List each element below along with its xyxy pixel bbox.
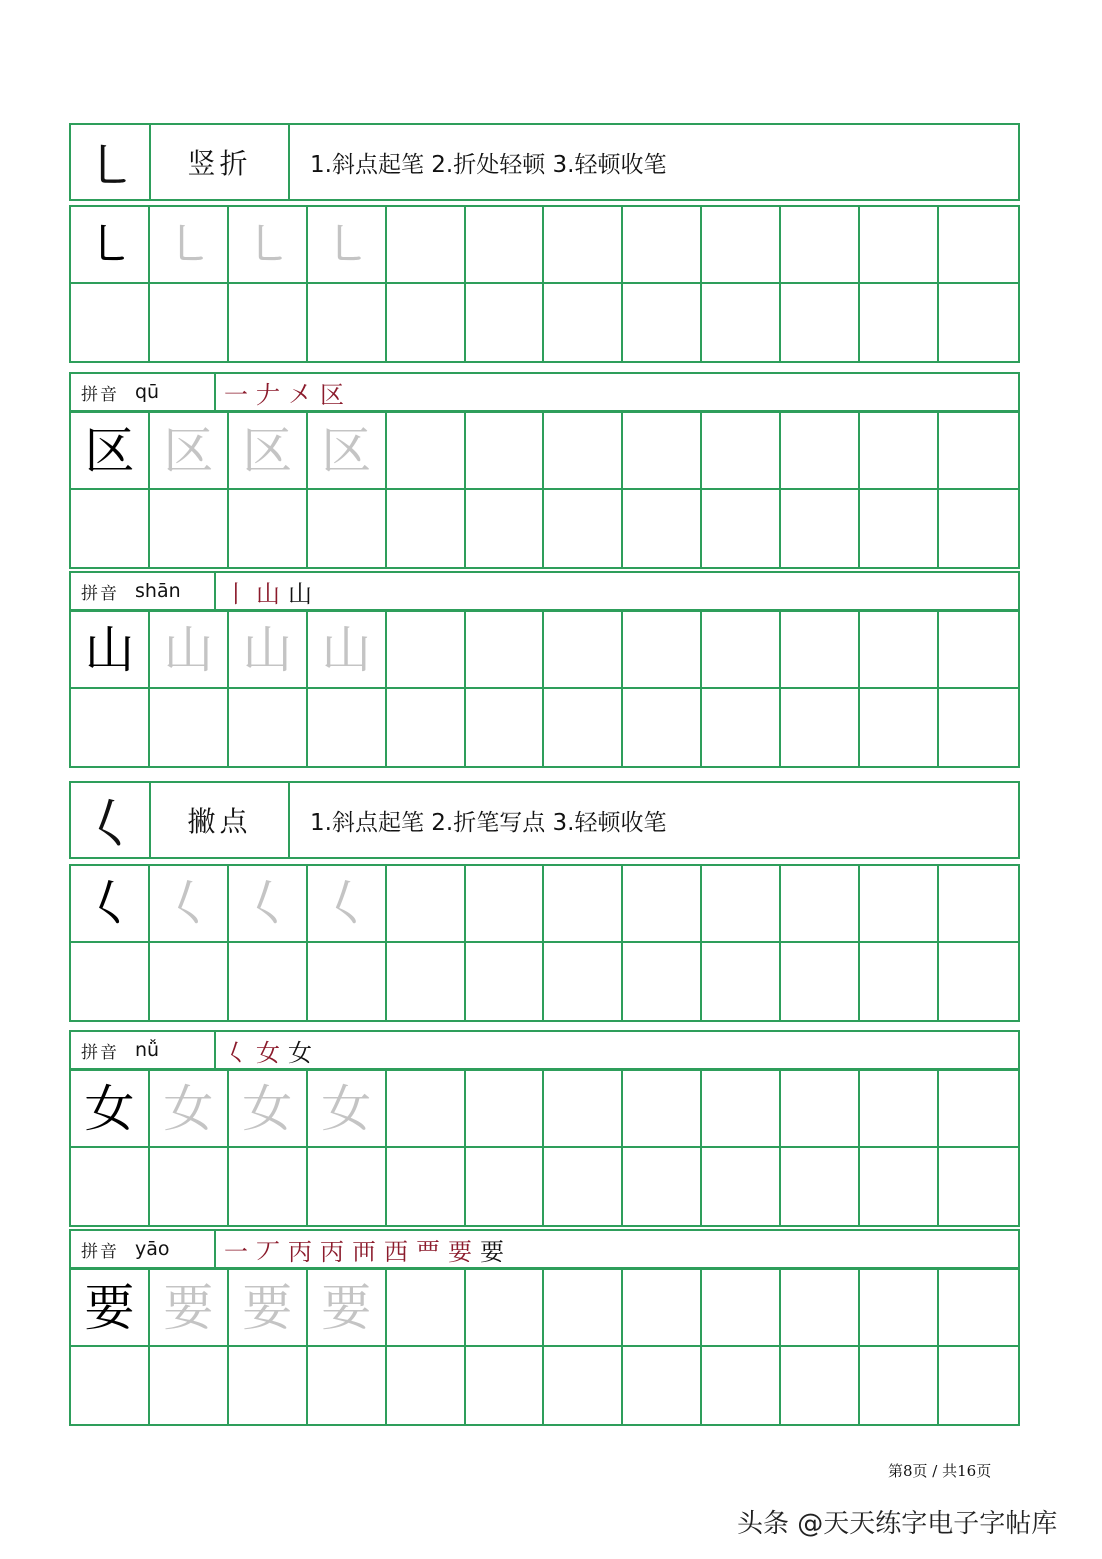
trace-char: 𡿨	[308, 866, 387, 943]
empty-box[interactable]	[71, 1347, 150, 1424]
empty-box[interactable]	[860, 1071, 939, 1148]
empty-box[interactable]	[150, 284, 229, 361]
empty-box[interactable]	[939, 689, 1018, 766]
trace-char: ㇄	[308, 207, 387, 284]
empty-box[interactable]	[466, 1071, 545, 1148]
empty-box[interactable]	[150, 1148, 229, 1225]
empty-box[interactable]	[939, 207, 1018, 284]
trace-char: 山	[229, 612, 308, 689]
empty-box[interactable]	[466, 689, 545, 766]
empty-box[interactable]	[702, 1148, 781, 1225]
empty-box[interactable]	[939, 284, 1018, 361]
empty-box[interactable]	[229, 490, 308, 567]
trace-char: ㇄	[150, 207, 229, 284]
empty-box[interactable]	[466, 612, 545, 689]
empty-box[interactable]	[860, 284, 939, 361]
empty-box[interactable]	[623, 612, 702, 689]
trace-char: 女	[150, 1071, 229, 1148]
empty-box[interactable]	[466, 1270, 545, 1347]
empty-box[interactable]	[623, 490, 702, 567]
watermark: 头条 @天天练字电子字帖库	[737, 1509, 1058, 1539]
empty-box[interactable]	[623, 284, 702, 361]
empty-box[interactable]	[229, 943, 308, 1020]
empty-box[interactable]	[623, 1270, 702, 1347]
pinyin-label: 拼音	[81, 583, 119, 604]
trace-char: 要	[308, 1270, 387, 1347]
empty-box[interactable]	[623, 1148, 702, 1225]
empty-box[interactable]	[939, 1148, 1018, 1225]
pinyin-label: 拼音	[81, 1241, 119, 1262]
stroke-step: 要	[448, 1237, 472, 1266]
empty-box[interactable]	[466, 1347, 545, 1424]
trace-char: 区	[229, 413, 308, 490]
empty-box[interactable]	[387, 490, 466, 567]
empty-box[interactable]	[544, 413, 623, 490]
empty-box[interactable]	[466, 284, 545, 361]
stroke-step: 㐅	[288, 380, 312, 409]
empty-box[interactable]	[466, 943, 545, 1020]
empty-box[interactable]	[229, 1347, 308, 1424]
stroke-order	[216, 1032, 314, 1068]
empty-box[interactable]	[702, 284, 781, 361]
pinyin-label: 拼音	[81, 384, 119, 405]
empty-box[interactable]	[308, 490, 387, 567]
empty-box[interactable]	[702, 943, 781, 1020]
pinyin-text: yāo	[135, 1238, 170, 1260]
empty-box[interactable]	[702, 1270, 781, 1347]
empty-box[interactable]	[939, 490, 1018, 567]
pinyin-row-shan	[69, 571, 1020, 611]
empty-box[interactable]	[308, 689, 387, 766]
pinyin-text: shān	[135, 580, 181, 602]
stroke-steps: 1.斜点起笔 2.折处轻顿 3.轻顿收笔	[310, 151, 667, 178]
empty-box[interactable]	[702, 689, 781, 766]
empty-box[interactable]	[387, 207, 466, 284]
empty-box[interactable]	[387, 1148, 466, 1225]
trace-char: 𡿨	[150, 866, 229, 943]
empty-box[interactable]	[71, 1148, 150, 1225]
empty-box[interactable]	[781, 1148, 860, 1225]
empty-box[interactable]	[623, 207, 702, 284]
stroke-step: 女	[256, 1038, 280, 1067]
empty-box[interactable]	[623, 1347, 702, 1424]
stroke-name: 竖折	[151, 125, 290, 199]
empty-box[interactable]	[544, 1270, 623, 1347]
empty-box[interactable]	[229, 689, 308, 766]
empty-box[interactable]	[544, 207, 623, 284]
empty-box[interactable]	[387, 1071, 466, 1148]
empty-box[interactable]	[71, 284, 150, 361]
empty-box[interactable]	[702, 413, 781, 490]
empty-box[interactable]	[71, 490, 150, 567]
empty-box[interactable]	[702, 1071, 781, 1148]
empty-box[interactable]	[150, 689, 229, 766]
empty-box[interactable]	[466, 866, 545, 943]
stroke-name: 撇点	[151, 783, 290, 857]
model-char: 要	[71, 1270, 150, 1347]
empty-box[interactable]	[544, 1347, 623, 1424]
model-char: 区	[71, 413, 150, 490]
empty-box[interactable]	[702, 612, 781, 689]
model-char: 山	[71, 612, 150, 689]
stroke-step: 女	[288, 1038, 312, 1067]
empty-box[interactable]	[860, 413, 939, 490]
empty-box[interactable]	[781, 490, 860, 567]
stroke-header-2	[69, 781, 1020, 859]
empty-box[interactable]	[387, 689, 466, 766]
empty-box[interactable]	[229, 1148, 308, 1225]
empty-box[interactable]	[781, 866, 860, 943]
empty-box[interactable]	[308, 943, 387, 1020]
pinyin-row-nu	[69, 1030, 1020, 1070]
empty-box[interactable]	[781, 413, 860, 490]
empty-box[interactable]	[781, 1071, 860, 1148]
stroke-step: 一	[224, 380, 248, 409]
empty-box[interactable]	[466, 413, 545, 490]
stroke-step: 一	[224, 1237, 248, 1266]
empty-box[interactable]	[150, 943, 229, 1020]
empty-box[interactable]	[387, 866, 466, 943]
trace-char: 𡿨	[229, 866, 308, 943]
stroke-step: 山	[256, 579, 280, 608]
empty-box[interactable]	[860, 689, 939, 766]
stroke-step: 丙	[320, 1237, 344, 1266]
empty-box[interactable]	[387, 284, 466, 361]
model-char: ㇄	[71, 207, 150, 284]
trace-char: 女	[308, 1071, 387, 1148]
empty-box[interactable]	[939, 1270, 1018, 1347]
empty-box[interactable]	[860, 207, 939, 284]
pinyin-text: nǚ	[135, 1039, 160, 1061]
practice-grid-qu	[69, 411, 1020, 569]
practice-grid-nu	[69, 1069, 1020, 1227]
empty-box[interactable]	[544, 1148, 623, 1225]
page-number: 第8页 / 共16页	[888, 1462, 992, 1480]
empty-box[interactable]	[860, 490, 939, 567]
trace-char: 区	[308, 413, 387, 490]
pinyin-row-qu	[69, 372, 1020, 412]
empty-box[interactable]	[860, 1347, 939, 1424]
empty-box[interactable]	[781, 1270, 860, 1347]
stroke-step: 区	[320, 380, 344, 409]
empty-box[interactable]	[387, 1270, 466, 1347]
empty-box[interactable]	[939, 866, 1018, 943]
empty-box[interactable]	[544, 490, 623, 567]
empty-box[interactable]	[702, 490, 781, 567]
practice-grid-stroke-1	[69, 205, 1020, 363]
empty-box[interactable]	[623, 689, 702, 766]
empty-box[interactable]	[939, 1347, 1018, 1424]
stroke-header-1	[69, 123, 1020, 201]
empty-box[interactable]	[702, 207, 781, 284]
empty-box[interactable]	[229, 284, 308, 361]
stroke-step: 丨	[224, 579, 248, 608]
empty-box[interactable]	[71, 943, 150, 1020]
empty-box[interactable]	[544, 612, 623, 689]
empty-box[interactable]	[544, 284, 623, 361]
empty-box[interactable]	[71, 689, 150, 766]
empty-box[interactable]	[939, 1071, 1018, 1148]
empty-box[interactable]	[939, 612, 1018, 689]
empty-box[interactable]	[466, 490, 545, 567]
empty-box[interactable]	[860, 612, 939, 689]
empty-box[interactable]	[466, 207, 545, 284]
empty-box[interactable]	[623, 943, 702, 1020]
stroke-step: 丙	[288, 1237, 312, 1266]
empty-box[interactable]	[702, 1347, 781, 1424]
empty-box[interactable]	[781, 943, 860, 1020]
trace-char: 要	[229, 1270, 308, 1347]
trace-char: 山	[150, 612, 229, 689]
stroke-step: 西	[384, 1237, 408, 1266]
practice-grid-stroke-2	[69, 864, 1020, 1022]
empty-box[interactable]	[544, 866, 623, 943]
empty-box[interactable]	[387, 612, 466, 689]
stroke-order	[216, 374, 346, 410]
stroke-step: 𠂇	[256, 380, 280, 409]
pinyin-row-yao	[69, 1229, 1020, 1269]
model-char: 女	[71, 1071, 150, 1148]
model-char: 𡿨	[71, 866, 150, 943]
empty-box[interactable]	[544, 689, 623, 766]
stroke-step: 𡿨	[224, 1038, 248, 1067]
empty-box[interactable]	[623, 866, 702, 943]
practice-grid-shan	[69, 610, 1020, 768]
trace-char: 区	[150, 413, 229, 490]
trace-char: 女	[229, 1071, 308, 1148]
stroke-step: 襾	[352, 1237, 376, 1266]
empty-box[interactable]	[860, 943, 939, 1020]
pinyin-text: qū	[135, 381, 160, 403]
empty-box[interactable]	[308, 1347, 387, 1424]
stroke-step: 覀	[416, 1237, 440, 1266]
empty-box[interactable]	[387, 413, 466, 490]
empty-box[interactable]	[702, 866, 781, 943]
empty-box[interactable]	[466, 1148, 545, 1225]
empty-box[interactable]	[781, 612, 860, 689]
trace-char: 山	[308, 612, 387, 689]
empty-box[interactable]	[308, 1148, 387, 1225]
trace-char: 要	[150, 1270, 229, 1347]
empty-box[interactable]	[544, 943, 623, 1020]
empty-box[interactable]	[308, 284, 387, 361]
empty-box[interactable]	[860, 1270, 939, 1347]
empty-box[interactable]	[939, 413, 1018, 490]
empty-box[interactable]	[623, 1071, 702, 1148]
stroke-step: 山	[288, 579, 312, 608]
empty-box[interactable]	[623, 413, 702, 490]
empty-box[interactable]	[860, 866, 939, 943]
empty-box[interactable]	[781, 207, 860, 284]
stroke-glyph: 𡿨	[71, 783, 151, 857]
empty-box[interactable]	[387, 943, 466, 1020]
stroke-order	[216, 1231, 506, 1267]
empty-box[interactable]	[781, 284, 860, 361]
trace-char: ㇄	[229, 207, 308, 284]
empty-box[interactable]	[150, 490, 229, 567]
stroke-glyph: ㇄	[71, 125, 151, 199]
stroke-order	[216, 573, 314, 609]
stroke-steps: 1.斜点起笔 2.折笔写点 3.轻顿收笔	[310, 809, 667, 836]
empty-box[interactable]	[939, 943, 1018, 1020]
empty-box[interactable]	[781, 1347, 860, 1424]
practice-grid-yao	[69, 1268, 1020, 1426]
pinyin-label: 拼音	[81, 1042, 119, 1063]
empty-box[interactable]	[781, 689, 860, 766]
empty-box[interactable]	[150, 1347, 229, 1424]
stroke-step: 要	[480, 1237, 504, 1266]
stroke-step: 丆	[256, 1237, 280, 1266]
empty-box[interactable]	[860, 1148, 939, 1225]
empty-box[interactable]	[544, 1071, 623, 1148]
empty-box[interactable]	[387, 1347, 466, 1424]
